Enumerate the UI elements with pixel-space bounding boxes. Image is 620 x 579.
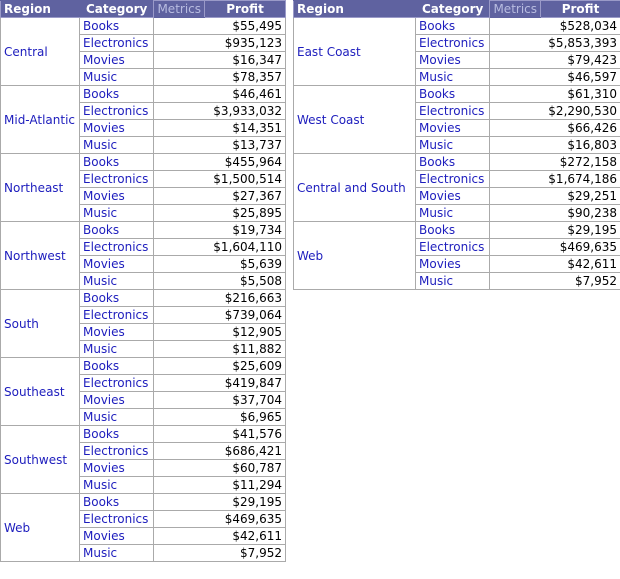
- profit-cell: $11,882: [154, 341, 286, 358]
- profit-cell: $79,423: [490, 52, 620, 69]
- profit-cell: $61,310: [490, 86, 620, 103]
- category-cell[interactable]: Music: [80, 341, 154, 358]
- profit-cell: $66,426: [490, 120, 620, 137]
- profit-cell: $11,294: [154, 477, 286, 494]
- category-cell[interactable]: Electronics: [416, 171, 490, 188]
- category-cell[interactable]: Movies: [80, 392, 154, 409]
- table-row: [1, 358, 286, 375]
- table-row: [1, 18, 286, 35]
- table-row: [294, 154, 620, 171]
- profit-cell: $13,737: [154, 137, 286, 154]
- category-cell[interactable]: Books: [80, 222, 154, 239]
- profit-cell: $528,034: [490, 18, 620, 35]
- category-cell[interactable]: Electronics: [80, 511, 154, 528]
- category-cell[interactable]: Books: [416, 222, 490, 239]
- region-cell[interactable]: Northeast: [1, 154, 80, 222]
- profit-cell: $455,964: [154, 154, 286, 171]
- profit-cell: $25,895: [154, 205, 286, 222]
- table-row: [1, 494, 286, 511]
- category-cell[interactable]: Electronics: [416, 239, 490, 256]
- header-corner: [294, 1, 490, 18]
- category-cell[interactable]: Electronics: [80, 239, 154, 256]
- category-cell[interactable]: Electronics: [416, 103, 490, 120]
- profit-cell: $37,704: [154, 392, 286, 409]
- profit-cell: $7,952: [490, 273, 620, 290]
- profit-cell: $12,905: [154, 324, 286, 341]
- category-cell[interactable]: Books: [416, 86, 490, 103]
- category-cell[interactable]: Music: [80, 205, 154, 222]
- region-cell[interactable]: Central: [1, 18, 80, 86]
- region-cell[interactable]: Southwest: [1, 426, 80, 494]
- profit-cell: $60,787: [154, 460, 286, 477]
- category-cell[interactable]: Music: [80, 273, 154, 290]
- region-cell[interactable]: East Coast: [294, 18, 416, 86]
- category-cell[interactable]: Books: [80, 494, 154, 511]
- profit-cell: $25,609: [154, 358, 286, 375]
- category-cell[interactable]: Electronics: [80, 443, 154, 460]
- profit-cell: $272,158: [490, 154, 620, 171]
- table-row: [294, 86, 620, 103]
- category-cell[interactable]: Books: [80, 290, 154, 307]
- profit-cell: $469,635: [490, 239, 620, 256]
- left-grid-body: [1, 18, 286, 562]
- profit-cell: $935,123: [154, 35, 286, 52]
- profit-cell: $5,639: [154, 256, 286, 273]
- profit-cell: $7,952: [154, 545, 286, 562]
- category-cell[interactable]: Music: [416, 205, 490, 222]
- table-row: [1, 154, 286, 171]
- profit-cell: $29,195: [154, 494, 286, 511]
- region-cell[interactable]: Northwest: [1, 222, 80, 290]
- profit-cell: $42,611: [154, 528, 286, 545]
- category-cell[interactable]: Movies: [416, 120, 490, 137]
- table-row: [1, 426, 286, 443]
- profit-header[interactable]: Profit: [541, 1, 620, 18]
- category-cell[interactable]: Movies: [80, 52, 154, 69]
- profit-cell: $46,461: [154, 86, 286, 103]
- category-cell[interactable]: Music: [416, 273, 490, 290]
- category-header: Category: [422, 2, 484, 16]
- right-grid-body: [294, 18, 620, 290]
- category-cell[interactable]: Electronics: [416, 35, 490, 52]
- region-cell[interactable]: Web: [1, 494, 80, 562]
- region-header: Region: [297, 2, 344, 16]
- profit-cell: $739,064: [154, 307, 286, 324]
- category-cell[interactable]: Music: [416, 69, 490, 86]
- category-cell[interactable]: Movies: [416, 52, 490, 69]
- category-cell[interactable]: Books: [80, 86, 154, 103]
- category-cell[interactable]: Music: [80, 545, 154, 562]
- category-header: Category: [86, 2, 148, 16]
- category-cell[interactable]: Books: [416, 18, 490, 35]
- profit-cell: $29,251: [490, 188, 620, 205]
- category-cell[interactable]: Movies: [80, 528, 154, 545]
- profit-cell: $78,357: [154, 69, 286, 86]
- region-cell[interactable]: South: [1, 290, 80, 358]
- category-cell[interactable]: Movies: [416, 256, 490, 273]
- category-cell[interactable]: Music: [80, 477, 154, 494]
- profit-cell: $16,803: [490, 137, 620, 154]
- profit-grid-right: [293, 0, 620, 290]
- profit-cell: $1,604,110: [154, 239, 286, 256]
- region-cell[interactable]: Southeast: [1, 358, 80, 426]
- profit-cell: $5,508: [154, 273, 286, 290]
- category-cell[interactable]: Movies: [416, 188, 490, 205]
- category-cell[interactable]: Movies: [80, 460, 154, 477]
- category-cell[interactable]: Books: [80, 358, 154, 375]
- profit-cell: $55,495: [154, 18, 286, 35]
- category-cell[interactable]: Movies: [80, 324, 154, 341]
- profit-cell: $5,853,393: [490, 35, 620, 52]
- region-header: Region: [4, 2, 51, 16]
- profit-cell: $419,847: [154, 375, 286, 392]
- category-cell[interactable]: Books: [80, 18, 154, 35]
- profit-cell: $29,195: [490, 222, 620, 239]
- table-row: [1, 86, 286, 103]
- profit-cell: $27,367: [154, 188, 286, 205]
- category-cell[interactable]: Electronics: [80, 307, 154, 324]
- category-cell[interactable]: Movies: [80, 188, 154, 205]
- category-cell[interactable]: Books: [80, 154, 154, 171]
- profit-header[interactable]: Profit: [205, 1, 286, 18]
- profit-cell: $2,290,530: [490, 103, 620, 120]
- profit-cell: $41,576: [154, 426, 286, 443]
- category-cell[interactable]: Electronics: [80, 103, 154, 120]
- category-cell[interactable]: Music: [80, 69, 154, 86]
- profit-cell: $1,674,186: [490, 171, 620, 188]
- profit-grid-left: [0, 0, 286, 562]
- metrics-header: Metrics: [490, 1, 541, 18]
- region-cell[interactable]: Central and South: [294, 154, 416, 222]
- profit-cell: $90,238: [490, 205, 620, 222]
- region-cell[interactable]: West Coast: [294, 86, 416, 154]
- profit-cell: $686,421: [154, 443, 286, 460]
- profit-cell: $14,351: [154, 120, 286, 137]
- region-cell[interactable]: Web: [294, 222, 416, 290]
- category-cell[interactable]: Electronics: [80, 375, 154, 392]
- profit-cell: $469,635: [154, 511, 286, 528]
- table-row: [1, 290, 286, 307]
- profit-cell: $6,965: [154, 409, 286, 426]
- category-cell[interactable]: Music: [80, 409, 154, 426]
- header-corner: [1, 1, 154, 18]
- category-cell[interactable]: Electronics: [80, 35, 154, 52]
- profit-cell: $42,611: [490, 256, 620, 273]
- category-cell[interactable]: Movies: [80, 120, 154, 137]
- profit-cell: $216,663: [154, 290, 286, 307]
- metrics-header: Metrics: [154, 1, 205, 18]
- category-cell[interactable]: Books: [80, 426, 154, 443]
- table-row: [294, 222, 620, 239]
- table-row: [294, 18, 620, 35]
- profit-cell: $3,933,032: [154, 103, 286, 120]
- profit-cell: $1,500,514: [154, 171, 286, 188]
- category-cell[interactable]: Books: [416, 154, 490, 171]
- category-cell[interactable]: Movies: [80, 256, 154, 273]
- profit-cell: $16,347: [154, 52, 286, 69]
- profit-cell: $19,734: [154, 222, 286, 239]
- region-cell[interactable]: Mid-Atlantic: [1, 86, 80, 154]
- category-cell[interactable]: Electronics: [80, 171, 154, 188]
- category-cell[interactable]: Music: [80, 137, 154, 154]
- category-cell[interactable]: Music: [416, 137, 490, 154]
- table-row: [1, 222, 286, 239]
- profit-cell: $46,597: [490, 69, 620, 86]
